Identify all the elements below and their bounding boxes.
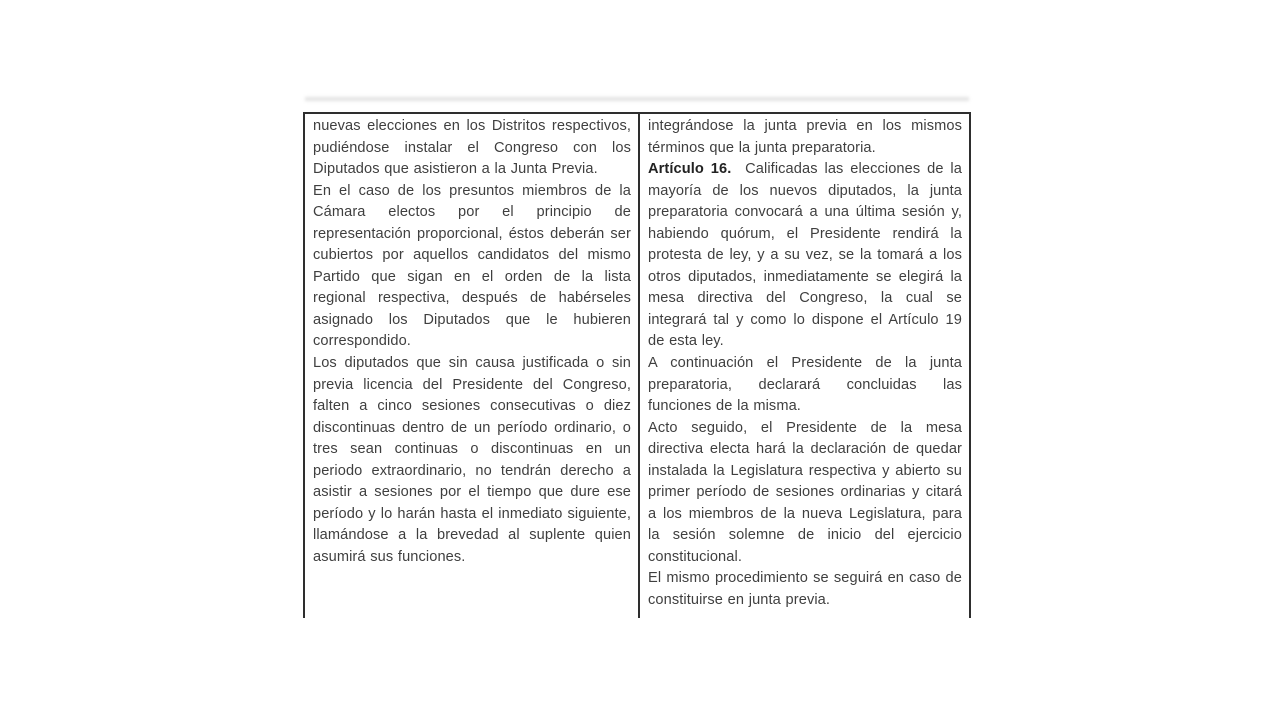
two-column-table — [303, 112, 971, 618]
paragraph-text: integrándose la junta previa en los mismos términos que la junta preparatoria. — [648, 118, 962, 156]
paragraph — [313, 116, 631, 181]
paragraph — [648, 353, 962, 418]
paragraph — [648, 568, 962, 611]
paragraph — [313, 181, 631, 353]
page-crop-artifact — [305, 97, 969, 101]
paragraph — [648, 116, 962, 159]
paragraph — [313, 353, 631, 568]
article-number-label: Artículo 16. — [648, 161, 732, 178]
paragraph-text: Los diputados que sin causa justificada o sin previa licencia del Presidente del Congreso, falten a cinco sesiones consecutivas o diez discontinuas dentro de un período ordinario, o tres sean continuas o discontinuas en un periodo extraordinario, no tendrán derecho a asistir a sesiones por el tiempo que dure ese período y lo harán hasta el inmediato siguiente, llamándose a la brevedad al suplente quien asumirá sus funciones. — [313, 355, 631, 565]
table-column-left — [303, 114, 640, 618]
paragraph-text: El mismo procedimiento se seguirá en caso de constituirse en junta previa. — [648, 570, 962, 609]
paragraph — [648, 159, 962, 353]
paragraph-text: nuevas elecciones en los Distritos respectivos, pudiéndose instalar el Congreso con los Diputados que asistieron a la Junta Previa. — [313, 118, 631, 178]
paragraph-text: A continuación el Presidente de la junta preparatoria, declarará concluidas las funciones de la misma. — [648, 355, 962, 415]
table-column-right — [640, 114, 971, 618]
paragraph-text: Calificadas las elecciones de la mayoría de los nuevos diputados, la junta preparatoria convocará a una última sesión y, habiendo quórum, el Presidente rendirá la protesta de ley, y a su vez, se la tomará a los otros diputados, inmediatamente se elegirá la mesa directiva del Congreso, la cual se integrará tal y como lo dispone el Artículo 19 de esta ley. — [648, 161, 962, 350]
paragraph — [648, 418, 962, 569]
paragraph-text: Acto seguido, el Presidente de la mesa directiva electa hará la declaración de quedar instalada la Legislatura respectiva y abierto su primer período de sesiones ordinarias y citará a los miembros de la nueva Legislatura, para la sesión solemne de inicio del ejercicio constitucional. — [648, 419, 962, 565]
paragraph-text: En el caso de los presuntos miembros de la Cámara electos por el principio de representación proporcional, éstos deberán ser cubiertos por aquellos candidatos del mismo Partido que sigan en el orden de la lista regional respectiva, después de habérseles asignado los Diputados que le hubieren correspondido. — [313, 182, 631, 350]
